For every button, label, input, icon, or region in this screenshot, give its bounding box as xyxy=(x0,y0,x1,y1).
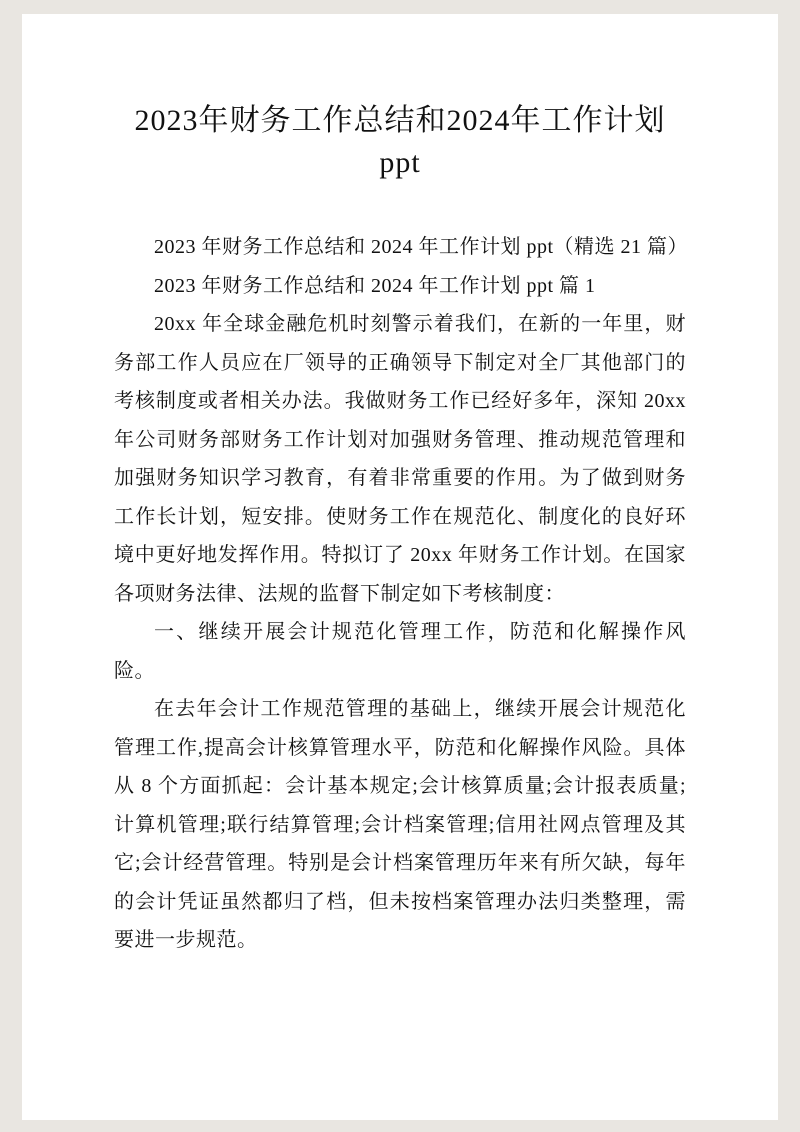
document-title xyxy=(114,100,686,184)
document-body xyxy=(114,228,689,960)
paragraph-accounting-management: 在去年会计工作规范管理的基础上，继续开展会计规范化管理工作,提高会计核算管理水平，防范和化解操作风险。具体从 8 个方面抓起：会计基本规定;会计核算质量;会计报表质量;计算机管理;联行结算管理;会计档案管理;信用社网点管理及其它;会计经营管理。特别是会计档案管理历年来有所欠缺，每年的会计凭证虽然都归了档，但未按档案管理办法归类整理，需要进一步规范。 xyxy=(114,698,686,951)
document-title-line-1: 2023年财务工作总结和2024年工作计划 xyxy=(134,104,666,137)
document-page xyxy=(22,14,778,1120)
paragraph-intro: 2023 年财务工作总结和 2024 年工作计划 ppt（精选 21 篇） xyxy=(154,236,689,258)
paragraph-heading-one: 一、继续开展会计规范化管理工作，防范和化解操作风险。 xyxy=(114,621,686,682)
paragraph-plan-overview: 20xx 年全球金融危机时刻警示着我们，在新的一年里，财务部工作人员应在厂领导的正确领导下制定对全厂其他部门的考核制度或者相关办法。我做财务工作已经好多年，深知 20xx 年公司财务部财务工作计划对加强财务管理、推动规范管理和加强财务知识学习教育，有着非常重要的作用。为了做到财务工作长计划，短安排。使财务工作在规范化、制度化的良好环境中更好地发挥作用。特拟订了 20xx 年财务工作计划。在国家各项财务法律、法规的监督下制定如下考核制度： xyxy=(114,313,686,605)
paragraph-section-label: 2023 年财务工作总结和 2024 年工作计划 ppt 篇 1 xyxy=(154,274,596,297)
document-title-line-2: ppt xyxy=(379,146,421,179)
